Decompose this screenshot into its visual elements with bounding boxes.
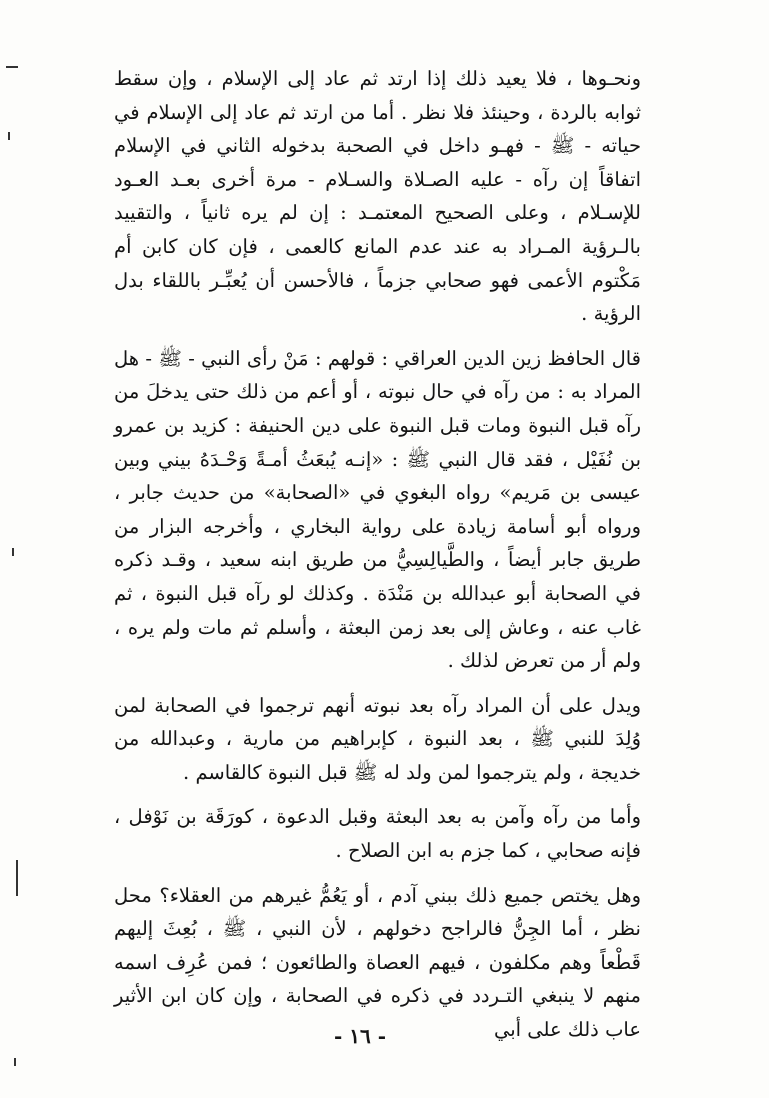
paragraph: ويدل على أن المراد رآه بعد نبوته أنهم ترجموا في الصحابة لمن وُلِدَ للنبي ﷺ ، بعد النبوة ، كإبراهيم من مارية ، وعبدالله من خديجة ، ولم يترجموا لمن ولد له ﷺ قبل النبوة كالقاسم . bbox=[114, 693, 641, 784]
scan-mark bbox=[16, 860, 18, 896]
paragraph: وأما من رآه وآمن به بعد البعثة وقبل الدعوة ، كورَقَة بن نَوْفل ، فإنه صحابي ، كما جزم به ابن الصلاح . bbox=[114, 805, 641, 863]
scan-mark bbox=[14, 1058, 16, 1066]
page-body bbox=[114, 62, 641, 1047]
paragraph: ونحـوها ، فلا يعيد ذلك إذا ارتد ثم عاد إلى الإسلام ، وإن سقط ثوابه بالردة ، وحينئذ فلا نظر . أما من ارتد ثم عاد إلى الإسلام في حياته - ﷺ - فهـو داخل في الصحبة بدخوله الثاني في الإسلام اتفاقاً إن رآه - عليه الصـلاة والسـلام - مرة أخرى بعـد العـود للإسـلام ، وعلى الصحيح المعتمـد : إن لم يره ثانياً ، والتقييد بالـرؤية المـراد به عند عدم المانع كالعمى ، فإن كان كابن أم مَكْتوم الأعمى فهو صحابي جزماً ، فالأحسن أن يُعبِّـر باللقاء بدل الرؤية . bbox=[114, 67, 641, 326]
paragraph: قال الحافظ زين الدين العراقي : قولهم : مَنْ رأى النبي - ﷺ - هل المراد به : من رآه في حال نبوته ، أو أعم من ذلك حتى يدخلَ من رآه قبل النبوة ومات قبل النبوة على دين الحنيفة : كزيد بن عمرو بن نُفَيْل ، فقد قال النبي ﷺ : «إنـه يُبعَثُ أمـةً وَحْـدَهُ بيني وبين عيسى بن مَريم» رواه البغوي في «الصحابة» من حديث جابر ، ورواه أبو أسامة زيادة على رواية البخاري ، وأخرجه البزار من طريق جابر أيضاً ، والطَّيالِسِيُّ من طريق ابنه سعيد ، وقـد ذكره في الصحابة أبو عبدالله بن مَنْدَة . وكذلك لو رآه قبل النبوة ، ثم غاب عنه ، وعاش إلى بعد زمن البعثة ، وأسلم ثم مات ولم يره ، ولم أر من تعرض لذلك . bbox=[114, 346, 641, 673]
page-number: - ١٦ - bbox=[333, 1024, 386, 1048]
paragraph: وهل يختص جميع ذلك ببني آدم ، أو يَعُمُّ غيرهم من العقلاء؟ محل نظر ، أما الجِنُّ فالراجح دخولهم ، لأن النبي ، ﷺ ، بُعِثَ إليهم قَطْعاً وهم مكلفون ، فيهم العصاة والطائعون ؛ فمن عُرِف اسمه منهم لا ينبغي التـردد في ذكره في الصحابة ، وإن كان ابن الأثير عاب ذلك على أبي bbox=[114, 883, 641, 1042]
scan-mark bbox=[12, 548, 14, 556]
scan-mark bbox=[6, 66, 18, 68]
scan-mark bbox=[8, 132, 10, 140]
